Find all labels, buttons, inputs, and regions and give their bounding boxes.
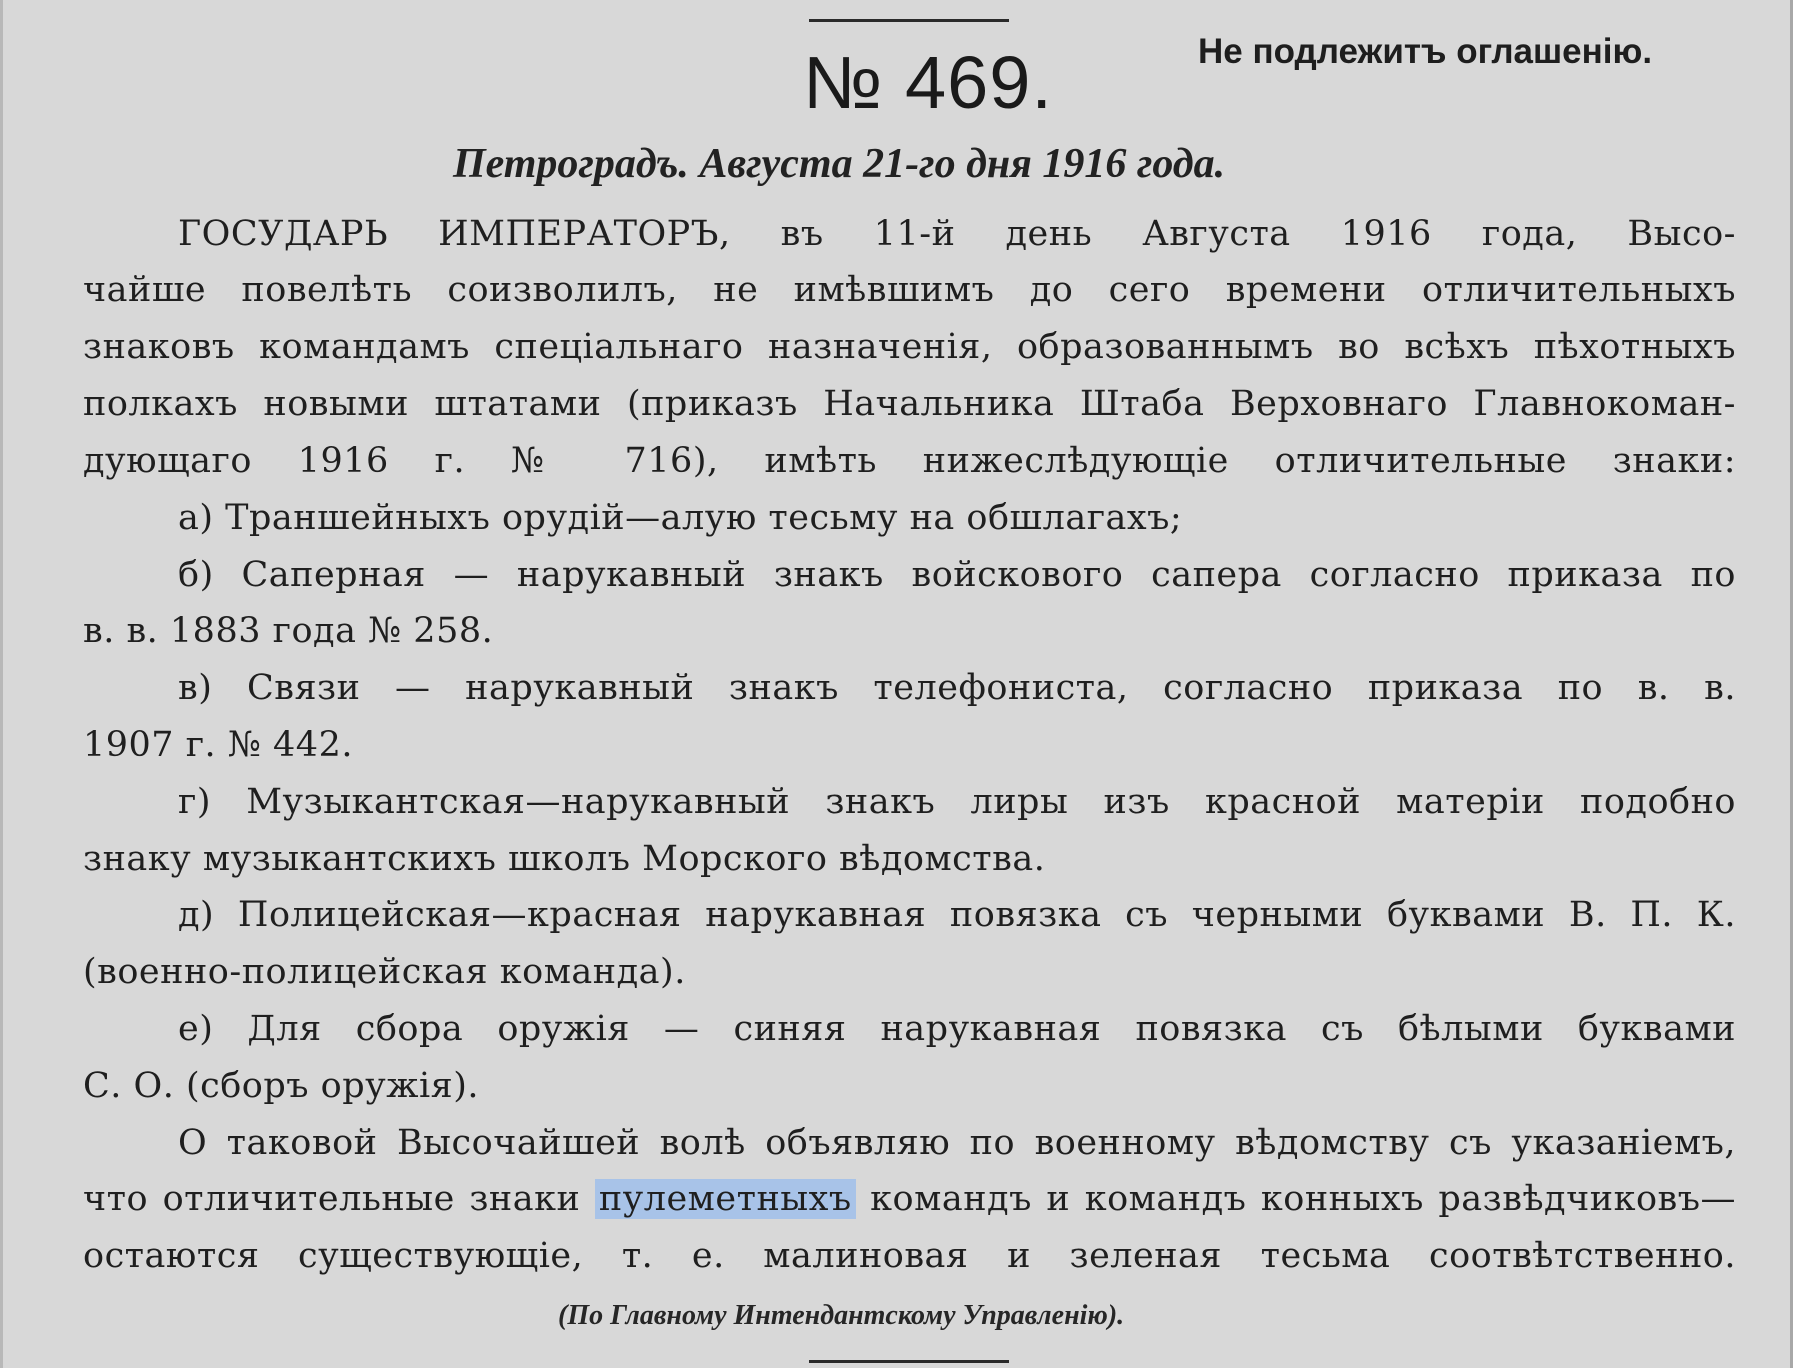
item-a[interactable]: а) Траншейныхъ орудій—алую тесьму на обшлагахъ; (178, 498, 1183, 538)
closing-line-2-end[interactable]: командъ и командъ конныхъ развѣдчиковъ— (855, 1179, 1736, 1219)
item-b-line-1[interactable]: б) Саперная — нарукавный знакъ войскового сапера согласно приказа по (178, 555, 1736, 595)
confidential-notice: Не подлежитъ оглашенію. (1198, 32, 1653, 71)
footer-attribution: (По Главному Интендантскому Управленію). (558, 1300, 1125, 1331)
paragraph-1-line-5[interactable]: дующаго 1916 г. № 716), имѣть нижеслѣдующіе отличительные знаки: (83, 441, 1736, 481)
item-d-line-2[interactable]: (военно-полицейская команда). (83, 952, 686, 992)
bottom-rule (809, 1360, 1009, 1363)
top-rule (809, 19, 1009, 22)
item-g-line-1[interactable]: г) Музыкантская—нарукавный знакъ лиры изъ красной матеріи подобно (178, 782, 1736, 822)
paragraph-1-line-1[interactable]: ГОСУДАРЬ ИМПЕРАТОРЪ, въ 11-й день Августа 1916 года, Высо- (178, 214, 1736, 254)
item-b-line-2[interactable]: в. в. 1883 года № 258. (83, 611, 494, 651)
item-v-line-2[interactable]: 1907 г. № 442. (83, 725, 353, 765)
closing-line-2-start[interactable]: что отличительные знаки (83, 1179, 595, 1219)
closing-line-2[interactable] (83, 1177, 1736, 1221)
item-v-line-1[interactable]: в) Связи — нарукавный знакъ телефониста, согласно приказа по в. в. (178, 668, 1736, 708)
closing-line-1[interactable]: О таковой Высочайшей волѣ объявляю по военному вѣдомству съ указаніемъ, (178, 1123, 1736, 1163)
document-number: № 469. (803, 41, 1053, 124)
item-e-line-2[interactable]: С. О. (сборъ оружія). (83, 1066, 479, 1106)
paragraph-1-line-2[interactable]: чайше повелѣть соизволилъ, не имѣвшимъ до сего времени отличительныхъ (83, 270, 1736, 310)
paragraph-1-line-3[interactable]: знаковъ командамъ спеціальнаго назначенія, образованнымъ во всѣхъ пѣхотныхъ (83, 327, 1736, 367)
item-g-line-2[interactable]: знаку музыкантскихъ школъ Морского вѣдомства. (83, 839, 1046, 879)
item-e-line-1[interactable]: е) Для сбора оружія — синяя нарукавная повязка съ бѣлыми буквами (178, 1009, 1736, 1049)
closing-line-3[interactable]: остаются существующіе, т. е. малиновая и зеленая тесьма соотвѣтственно. (83, 1236, 1736, 1276)
item-d-line-1[interactable]: д) Полицейская—красная нарукавная повязка съ черными буквами В. П. К. (178, 895, 1736, 935)
dateline: Петроградъ. Августа 21-го дня 1916 года. (453, 141, 1226, 187)
paragraph-1-line-4[interactable]: полкахъ новыми штатами (приказъ Начальника Штаба Верховнаго Главнокоман- (83, 384, 1736, 424)
selected-word-highlight[interactable]: пулеметныхъ (595, 1179, 856, 1219)
